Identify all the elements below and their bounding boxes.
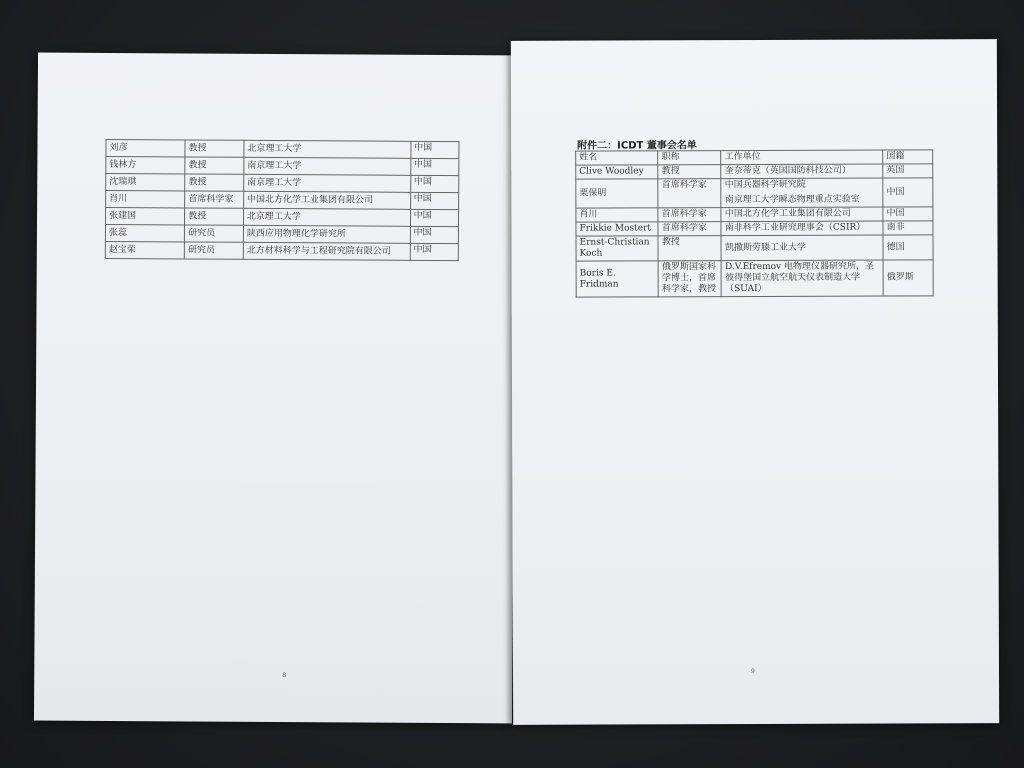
member-org-line: 奎奈蒂克（英国国防科技公司） [724,165,851,177]
table-row [106,190,459,209]
table-row [106,173,459,192]
person-name: 张建国 [105,207,184,224]
table-row [576,221,933,236]
member-org-line: 南京理工大学瞬态物理重点实验室 [724,194,860,206]
member-org [721,207,883,222]
person-title: 教授 [185,208,244,225]
board-table-header [576,150,933,165]
member-title: 首席科学家 [658,179,721,208]
member-org-line: 中国兵器科学研究院 [724,179,806,191]
person-title: 教授 [185,140,244,157]
person-name: 张蕊 [105,224,184,241]
person-name: 钱林方 [106,156,185,173]
member-org [721,235,883,261]
table-row [106,139,459,158]
header-country: 国籍 [883,150,933,164]
member-country: 英国 [883,164,933,178]
header-org: 工作单位 [721,150,883,165]
member-title: 首席科学家 [658,222,721,236]
member-org-line: D.V.Efremov 电物理仪器研究所，圣彼得堡国立航空航天仪表制造大学（SUAI） [725,261,875,295]
member-country: 南非 [883,221,933,235]
header-name: 姓名 [576,151,658,165]
person-country: 中国 [410,192,458,209]
person-name: 沈瑞琪 [106,173,185,190]
person-org: 北京理工大学 [244,140,411,158]
table-row [576,235,933,261]
right-page-number: 9 [750,668,755,676]
member-title: 首席科学家 [658,208,721,222]
person-name: 刘彦 [106,139,185,156]
member-org [721,164,883,179]
table-row [105,207,458,226]
person-title: 研究员 [185,242,244,259]
person-org: 陕西应用物理化学研究所 [243,225,410,243]
member-country: 中国 [883,178,933,207]
member-country: 中国 [883,207,933,221]
member-name: 栗保明 [576,179,658,208]
right-heading: 附件二：ICDT 董事会名单 [577,140,697,152]
person-country: 中国 [410,243,458,260]
member-org [721,178,883,208]
person-country: 中国 [410,226,458,243]
board-table-body [576,164,933,297]
right-page [511,39,999,725]
person-title: 研究员 [185,225,244,242]
person-title: 首席科学家 [185,191,244,208]
member-org-line: 南非科学工业研究理事会（CSIR） [724,222,866,234]
person-org: 中国北方化学工业集团有限公司 [243,191,410,209]
table-row [576,178,933,208]
person-country: 中国 [411,141,459,158]
board-table [575,149,934,297]
person-org: 北京理工大学 [243,208,410,226]
member-name: Boris E. Fridman [576,261,659,297]
member-name: Ernst-Christian Koch [576,236,658,261]
person-name: 赵宝荣 [105,241,184,258]
left-table-body [105,139,459,260]
header-title: 职称 [658,151,721,165]
person-title: 教授 [185,157,244,174]
left-page [34,53,516,724]
table-row [576,260,933,297]
person-country: 中国 [410,175,458,192]
left-page-number: 8 [282,672,287,680]
member-name: Frikkie Mostert [576,222,658,236]
member-org [721,221,883,236]
member-title: 教授 [658,236,721,261]
person-org: 南京理工大学 [244,174,411,192]
member-org-line: 中国北方化学工业集团有限公司 [724,208,851,220]
member-country: 德国 [883,235,933,260]
table-row [576,207,933,222]
person-org: 南京理工大学 [244,157,411,175]
person-org: 北方材料科学与工程研究院有限公司 [243,242,410,260]
member-title: 俄罗斯国家科学博士，首席科学家，教授 [658,261,721,297]
table-row [105,224,458,243]
member-name: 肖川 [576,208,658,222]
member-org [721,260,883,297]
member-name: Clive Woodley [576,165,658,179]
table-row [105,241,458,260]
person-title: 教授 [185,174,244,191]
person-name: 肖川 [106,190,185,207]
table-row [106,156,459,175]
table-row [576,164,933,179]
person-country: 中国 [410,158,458,175]
member-org-line: 凯撒斯劳滕工业大学 [724,242,806,253]
member-country: 俄罗斯 [883,260,933,296]
person-country: 中国 [410,209,458,226]
left-table [105,139,460,261]
member-title: 教授 [658,165,721,179]
